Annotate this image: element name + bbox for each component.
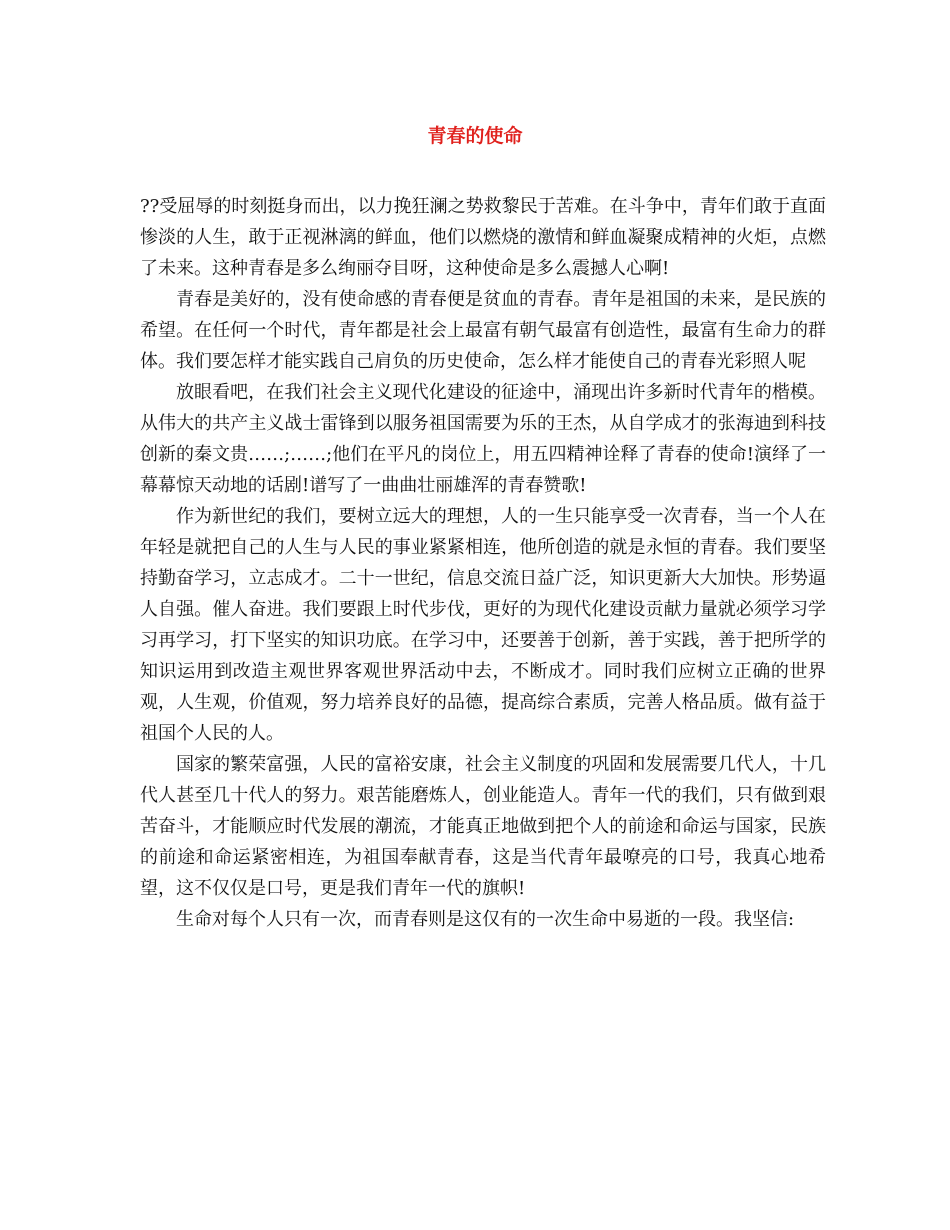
paragraph-1: ??受屈辱的时刻挺身而出，以力挽狂澜之势救黎民于苦难。在斗争中，青年们敢于直面惨淡的人生，敢于正视淋漓的鲜血，他们以燃烧的激情和鲜血凝聚成精神的火炬，点燃了未来。这种青春是多么绚丽夺目呀，这种使命是多么震撼人心啊! [140, 196, 826, 279]
paragraph-2: 青春是美好的，没有使命感的青春便是贫血的青春。青年是祖国的未来，是民族的希望。在任何一个时代，青年都是社会上最富有朝气最富有创造性，最富有生命力的群体。我们要怎样才能实践自己肩负的历史使命，怎么样才能使自己的青春光彩照人呢 [140, 289, 826, 372]
paragraph-4: 作为新世纪的我们，要树立远大的理想，人的一生只能享受一次青春，当一个人在年轻是就把自己的人生与人民的事业紧紧相连，他所创造的就是永恒的青春。我们要坚持勤奋学习，立志成才。二十一世纪，信息交流日益广泛，知识更新大大加快。形势逼人自强。催人奋进。我们要跟上时代步伐，更好的为现代化建设贡献力量就必须学习学习再学习，打下坚实的知识功底。在学习中，还要善于创新，善于实践，善于把所学的知识运用到改造主观世界客观世界活动中去，不断成才。同时我们应树立正确的世界观，人生观，价值观，努力培养良好的品德，提高综合素质，完善人格品质。做有益于祖国个人民的人。 [140, 506, 826, 744]
paragraph-3: 放眼看吧，在我们社会主义现代化建设的征途中，涌现出许多新时代青年的楷模。从伟大的共产主义战士雷锋到以服务祖国需要为乐的王杰，从自学成才的张海迪到科技创新的秦文贵……;……;他们在平凡的岗位上，用五四精神诠释了青春的使命!演绎了一幕幕惊天动地的话剧!谱写了一曲曲壮丽雄浑的青春赞歌! [140, 382, 826, 496]
paragraph-6: 生命对每个人只有一次，而青春则是这仅有的一次生命中易逝的一段。我坚信: [176, 909, 795, 930]
document-body [140, 191, 826, 935]
paragraph-5: 国家的繁荣富强，人民的富裕安康，社会主义制度的巩固和发展需要几代人，十几代人甚至几十代人的努力。艰苦能磨炼人，创业能造人。青年一代的我们，只有做到艰苦奋斗，才能顺应时代发展的潮流，才能真正地做到把个人的前途和命运与国家，民族的前途和命运紧密相连，为祖国奉献青春，这是当代青年最嘹亮的口号，我真心地希望，这不仅仅是口号，更是我们青年一代的旗帜! [140, 754, 826, 899]
document-title: 青春的使命 [427, 125, 523, 147]
